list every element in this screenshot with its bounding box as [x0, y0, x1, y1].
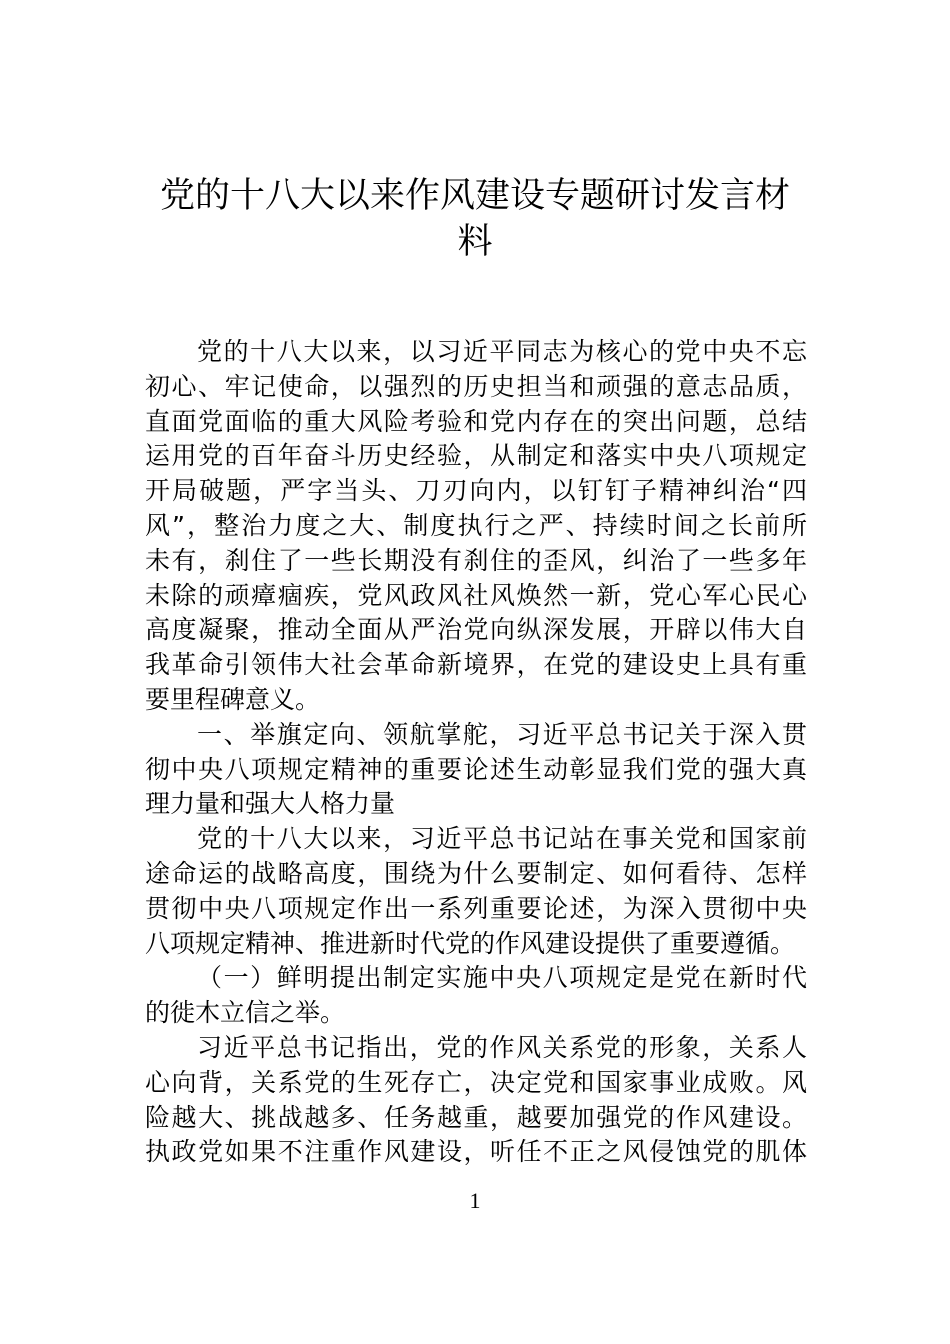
paragraph [145, 822, 807, 961]
text-line: 初心、牢记使命，以强烈的历史担当和顽强的意志品质， [145, 371, 807, 401]
text-line: 运用党的百年奋斗历史经验，从制定和落实中央八项规定 [145, 441, 807, 471]
document-title-line-2: 料 [457, 222, 493, 262]
text-line: 的徙木立信之举。 [145, 998, 346, 1028]
document-body [145, 335, 807, 1170]
text-line: 党的十八大以来，习近平总书记站在事关党和国家前 [197, 824, 807, 854]
text-line: 未除的顽瘴痼疾，党风政风社风焕然一新，党心军心民心 [145, 580, 807, 610]
text-line: 高度凝聚，推动全面从严治党向纵深发展，开辟以伟大自 [145, 615, 807, 645]
text-line: 习近平总书记指出，党的作风关系党的形象，关系人 [197, 1032, 807, 1062]
text-line: 彻中央八项规定精神的重要论述生动彰显我们党的强大真 [145, 754, 807, 784]
text-line: 直面党面临的重大风险考验和党内存在的突出问题，总结 [145, 406, 807, 436]
text-line: 风”，整治力度之大、制度执行之严、持续时间之长前所 [145, 510, 807, 540]
text-line: 我革命引领伟大社会革命新境界，在党的建设史上具有重 [145, 650, 807, 680]
paragraph [145, 718, 807, 822]
text-line: （一）鲜明提出制定实施中央八项规定是党在新时代 [197, 963, 807, 993]
text-line: 执政党如果不注重作风建设，听任不正之风侵蚀党的肌体 [145, 1137, 807, 1167]
text-line: 开局破题，严字当头、刀刃向内，以钉钉子精神纠治“四 [145, 476, 807, 506]
page-number: 1 [469, 1188, 481, 1213]
text-line: 党的十八大以来，以习近平同志为核心的党中央不忘 [197, 337, 807, 366]
paragraph [145, 335, 807, 718]
text-line: 途命运的战略高度，围绕为什么要制定、如何看待、怎样 [145, 858, 807, 888]
text-line: 险越大、挑战越多、任务越重，越要加强党的作风建设。 [145, 1102, 807, 1132]
text-line: 一、举旗定向、领航掌舵，习近平总书记关于深入贯 [197, 719, 807, 749]
text-line: 未有，刹住了一些长期没有刹住的歪风，纠治了一些多年 [145, 545, 807, 575]
text-line: 要里程碑意义。 [145, 684, 321, 714]
paragraph [145, 1031, 807, 1170]
text-line: 心向背，关系党的生死存亡，决定党和国家事业成败。风 [145, 1067, 807, 1097]
text-line: 贯彻中央八项规定作出一系列重要论述，为深入贯彻中央 [145, 893, 807, 923]
document-title-line-1: 党的十八大以来作风建设专题研讨发言材 [159, 176, 790, 216]
text-line: 八项规定精神、推进新时代党的作风建设提供了重要遵循。 [145, 928, 796, 958]
text-line: 理力量和强大人格力量 [145, 789, 396, 819]
paragraph [145, 961, 807, 1031]
